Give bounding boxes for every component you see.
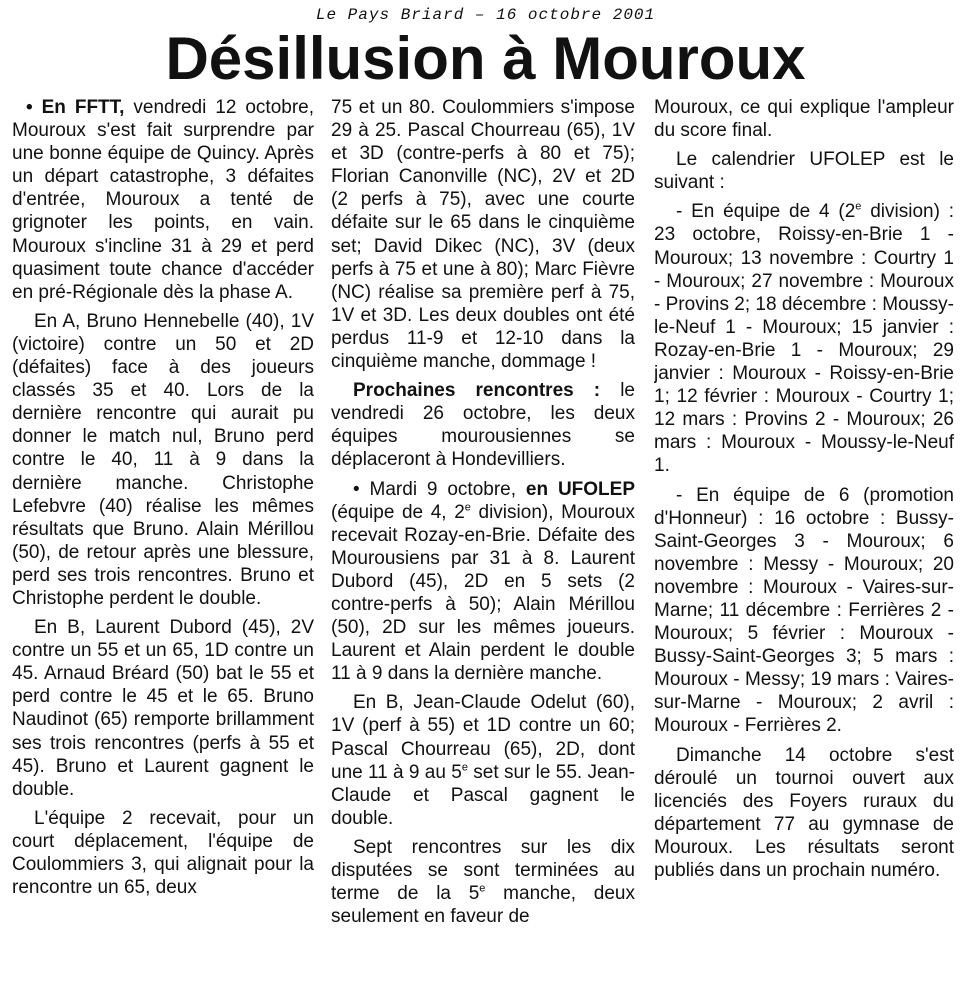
paragraph: L'équipe 2 recevait, pour un court déplacement, l'équipe de Coulommiers 3, qui alignait pour la rencontre un 65, deux [12, 807, 314, 899]
paragraph: Dimanche 14 octobre s'est déroulé un tournoi ouvert aux licenciés des Foyers ruraux du département 77 au gymnase de Mouroux. Les résultats seront publiés dans un prochain numéro. [654, 744, 954, 881]
paragraph-text: - En équipe de 4 (2 [676, 201, 856, 223]
paragraph [331, 478, 635, 686]
article-title: Désillusion à Mouroux [165, 25, 806, 92]
paragraph-text: le vendredi 26 octobre, les deux équipes mourousiennes se déplaceront à Hondevilliers. [331, 380, 635, 471]
paragraph-text: manche, deux seulement en faveur de [331, 883, 635, 928]
paragraph-text: division), Mouroux recevait Rozay-en-Brie. Défaite des Mourousiens par 31 à 8. Laurent Dubord (45), 2D en 5 sets (2 contre-perfs à 50); Alain Mérillou (50), 2D sur les mêmes joueurs. Laurent et Alain perdent le double 11 à 9 dans la dernière manche. [331, 501, 635, 685]
paragraph [331, 379, 635, 471]
column-1 [12, 96, 314, 996]
newspaper-header: Le Pays Briard – 16 octobre 2001 [315, 6, 656, 24]
paragraph [12, 96, 314, 304]
superscript: e [461, 761, 468, 774]
paragraph [654, 200, 954, 477]
column-3 [654, 96, 954, 996]
paragraph [331, 836, 635, 928]
superscript: e [855, 201, 862, 214]
lead-ufolep: en UFOLEP [525, 478, 635, 500]
paragraph: 75 et un 80. Coulommiers s'impose 29 à 25. Pascal Chourreau (65), 1V et 3D (contre-perfs à 80 et 75); Florian Canonville (NC), 2V et 2D (2 perfs à 75), avec une courte défaite sur le 65 dans le cinquième set; David Dikec (NC), 3V (deux perfs à 75 et une à 80); Marc Fièvre (NC) réalise sa première perf à 75, 1V et 3D. Les deux doubles ont été perdus 11-9 et 12-10 dans la cinquième manche, dommage ! [331, 97, 635, 373]
paragraph [331, 691, 635, 830]
paragraph: En A, Bruno Hennebelle (40), 1V (victoire) contre un 50 et 2D (défaites) face à des joueurs classés 35 et 40. Lors de la dernière rencontre qui aurait pu donner le match nul, Bruno perd contre le 40, 11 à 9 dans la dernière manche. Christophe Lefebvre (40) réalise les mêmes résultats que Bruno. Alain Mérillou (50), de retour après une blessure, perd ses trois rencontres. Bruno et Christophe perdent le double. [12, 310, 314, 609]
paragraph: En B, Laurent Dubord (45), 2V contre un 55 et un 65, 1D contre un 45. Arnaud Bréard (50) bat le 55 et perd contre le 45 et le 65. Bruno Naudinot (65) remporte brillamment ses trois rencontres (perfs à 55 et 45). Bruno et Laurent gagnent le double. [12, 617, 314, 800]
superscript: e [479, 882, 486, 895]
paragraph-text: division) : 23 octobre, Roissy-en-Brie 1 - Mouroux; 13 novembre : Courtry 1 - Mouroux; 27 novembre : Mouroux - Provins 2; 18 décembre : Moussy-le-Neuf 1 - Mouroux; 15 janvier : Rozay-en-Brie 1 - Mouroux; 29 janvier : Mouroux - Roissy-en-Brie 1; 12 février : Mouroux - Courtry 1; 12 mars : Provins 2 - Mouroux; 26 mars : Mouroux - Moussy-le-Neuf 1. [654, 201, 954, 477]
paragraph-text: vendredi 12 octobre, Mouroux s'est fait surprendre par une bonne équipe de Quincy. Après un départ catastrophe, 3 défaites d'entrée, Mouroux a tenté de grignoter les points, en vain. Mouroux s'incline 31 à 29 et perd quasiment toute chance d'accéder en pré-Régionale dès la phase A. [12, 97, 314, 303]
lead-prochaines: Prochaines rencontres : [353, 380, 601, 402]
paragraph-text: (équipe de 4, 2 [331, 501, 465, 523]
paragraph: - En équipe de 6 (promotion d'Honneur) : 16 octobre : Bussy-Saint-Georges 3 - Mouroux; 6 novembre : Messy - Mouroux; 20 novembre : Mouroux - Vaires-sur-Marne; 11 décembre : Ferrières 2 - Mouroux; 5 février : Mouroux - Bussy-Saint-Georges 3; 5 mars : Mouroux - Messy; 19 mars : Vaires-sur-Marne - Mouroux; 2 avril : Mouroux - Ferrières 2. [654, 484, 954, 737]
paragraph-text: En B, Jean-Claude Odelut (60), 1V (perf à 55) et 1D contre un 60; Pascal Chourreau (65), 2D, dont une 11 à 9 au 5 [331, 692, 635, 783]
paragraph-text: set sur le 55. Jean-Claude et Pascal gagnent le double. [331, 761, 635, 829]
paragraph: Mouroux, ce qui explique l'ampleur du score final. [654, 97, 954, 142]
paragraph-text: • Mardi 9 octobre, [353, 478, 517, 500]
column-2 [331, 96, 635, 996]
lead-ffft: • En FFTT, [26, 97, 125, 118]
superscript: e [464, 501, 471, 514]
paragraph: Le calendrier UFOLEP est le suivant : [654, 149, 954, 194]
paragraph-text: Sept rencontres sur les dix disputées se sont terminées au terme de la 5 [331, 836, 635, 905]
